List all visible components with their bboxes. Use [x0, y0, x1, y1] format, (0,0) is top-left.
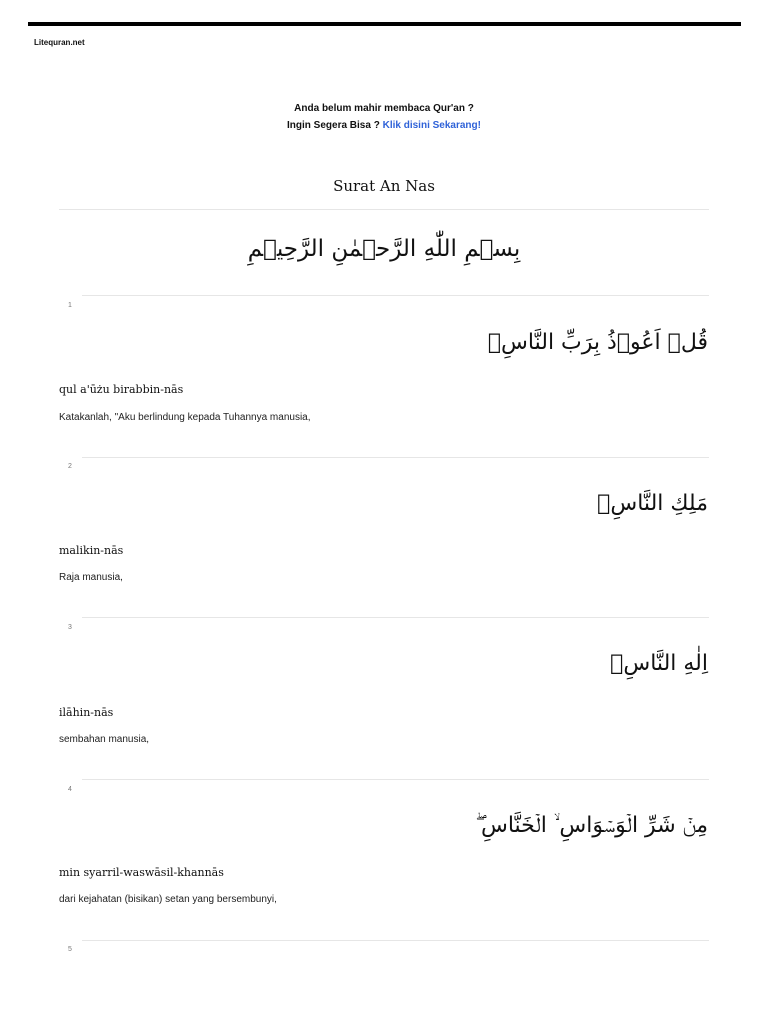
verse-translation: Raja manusia,	[59, 572, 123, 583]
promo-line-1: Anda belum mahir membaca Qur'an ?	[294, 103, 474, 114]
verse-translation: sembahan manusia,	[59, 734, 150, 745]
verse-divider	[82, 457, 709, 458]
bismillah: بِسۡمِ اللّٰهِ الرَّحۡمٰنِ الرَّحِيۡمِ	[247, 236, 521, 262]
verse-divider	[82, 295, 709, 296]
verse-divider	[82, 940, 709, 941]
title-divider	[59, 209, 709, 210]
promo-link[interactable]: Klik disini Sekarang!	[382, 120, 481, 131]
verse-number: 2	[68, 463, 72, 470]
promo-question: Ingin Segera Bisa ?	[287, 120, 383, 131]
verse-number: 5	[68, 946, 72, 953]
surah-title: Surat An Nas	[333, 177, 435, 195]
verse-number: 1	[68, 302, 72, 309]
verse-arabic: قُلۡ اَعُوۡذُ بِرَبِّ النَّاسِۙ	[487, 330, 708, 355]
promo-line-2	[0, 120, 768, 131]
verse-arabic: اِلٰهِ النَّاسِۙ	[610, 651, 708, 676]
verse-transliteration: ilāhin-nās	[59, 706, 114, 719]
top-rule	[28, 22, 741, 26]
verse-number: 3	[68, 624, 72, 631]
verse-translation: Katakanlah, "Aku berlindung kepada Tuhannya manusia,	[59, 412, 311, 423]
verse-divider	[82, 617, 709, 618]
verse-translation: dari kejahatan (bisikan) setan yang bersembunyi,	[59, 894, 277, 905]
site-name[interactable]: Litequran.net	[34, 38, 85, 47]
verse-arabic: مَلِكِ النَّاسِۙ	[597, 491, 708, 516]
verse-number: 4	[68, 786, 72, 793]
verse-divider	[82, 779, 709, 780]
verse-arabic: مِنۡ شَرِّ الۡوَسۡوَاسِ ۙ الۡخَنَّاسِ ۖ	[475, 813, 708, 838]
verse-transliteration: min syarril-waswāsil-khannās	[59, 866, 224, 879]
verse-transliteration: malikin-nās	[59, 544, 124, 557]
verse-transliteration: qul a'ūżu birabbin-nās	[59, 383, 184, 396]
